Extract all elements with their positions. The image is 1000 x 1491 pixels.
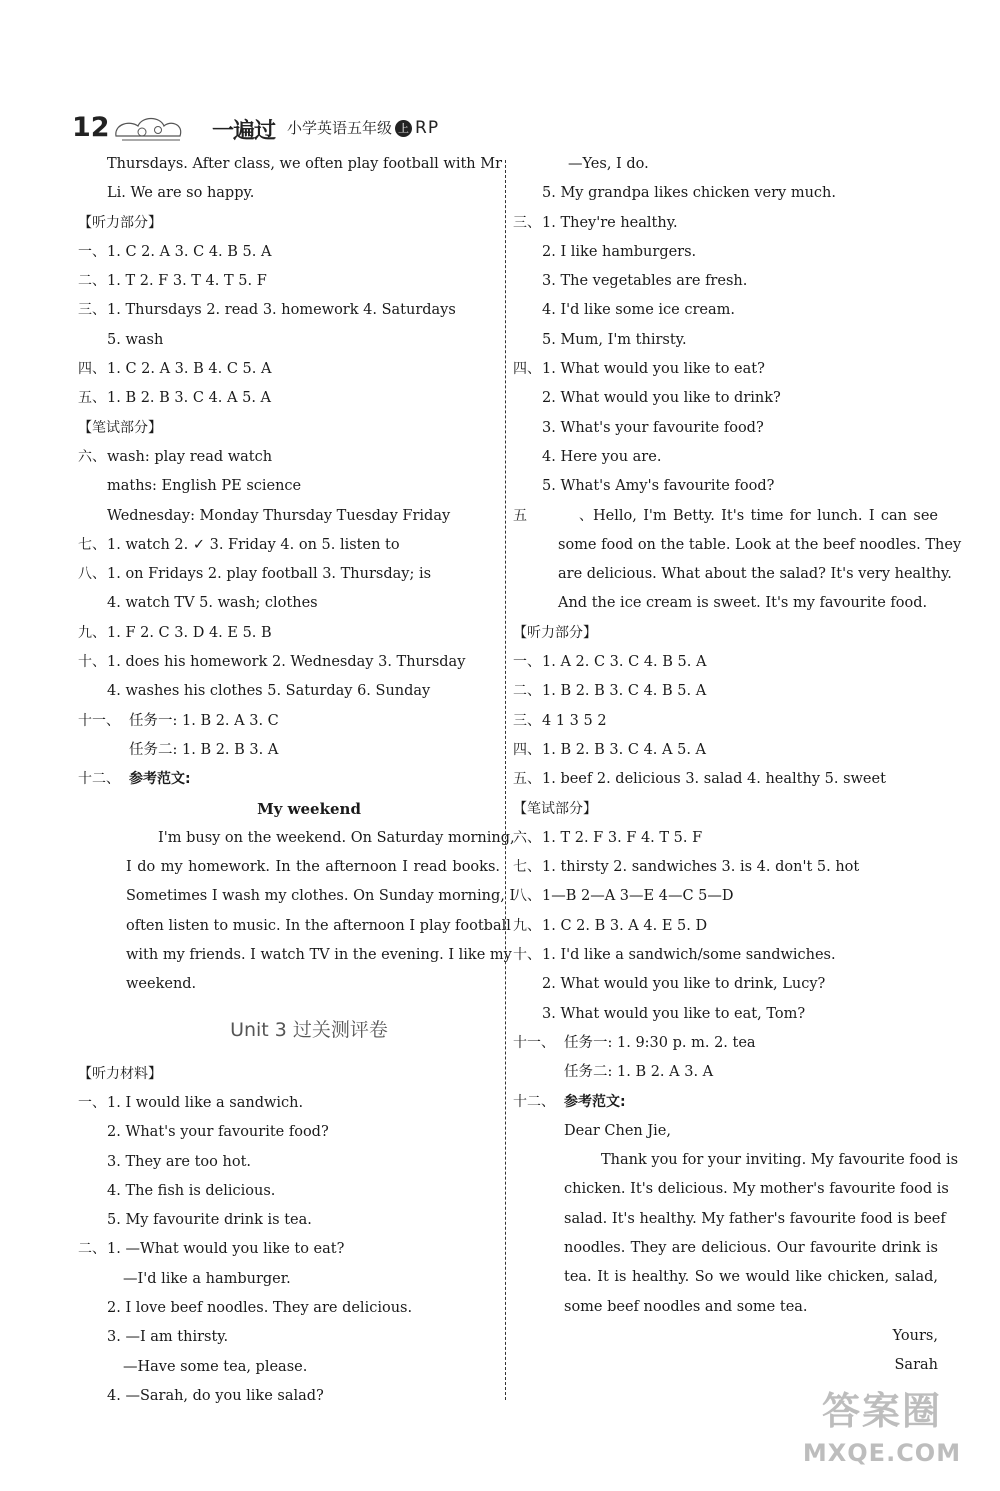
question-number: 一、 [78,243,106,260]
answer-text: 1. C 2. A 3. B 4. C 5. A [107,361,272,378]
question-number: 三、 [78,302,106,319]
material-text: 5. What's Amy's favourite food? [542,478,775,495]
material-text: 1. —What would you like to eat? [107,1241,345,1258]
material-text: 4. I'd like some ice cream. [542,302,735,319]
answer-text: 任务一: 1. 9:30 p. m. 2. tea [564,1034,756,1051]
section-heading: 【笔试部分】 [78,419,162,436]
question-number: 十二、 [513,1093,555,1110]
answer-line [78,384,500,413]
question-number: 八、 [513,888,541,905]
material-text: 3. What's your favourite food? [542,419,764,436]
material-text: Hello, I'm Betty. It's time for lunch. I can see [593,507,938,524]
answer-text: 1. T 2. F 3. F 4. T 5. F [542,829,703,846]
question-number: 三、 [513,712,541,729]
answer-line [513,765,938,794]
material-text: 1. They're healthy. [542,214,678,231]
answer-text: maths: English PE science [107,478,302,495]
question-number: 十一、 [78,712,120,729]
answer-text: 任务二: 1. B 2. A 3. A [564,1064,714,1081]
answer-text: 任务一: 1. B 2. A 3. C [129,712,279,729]
letter-closing: Yours, [892,1327,938,1344]
letter-line: salad. It's healthy. My father's favourite food is beef [564,1210,946,1227]
grade-badge: 上 [395,120,412,137]
answer-line [513,707,938,736]
answer-text: 1—B 2—A 3—E 4—C 5—D [542,888,734,905]
answer-text: 1. watch 2. ✓ 3. Friday 4. on 5. listen to [107,536,400,553]
answer-line [513,1088,938,1117]
essay-line: with my friends. I watch TV in the evening. I like my [126,947,512,964]
question-number: 五、 [513,771,541,788]
answer-line [78,619,500,648]
column-divider [505,160,506,1400]
question-number: 六、 [78,448,106,465]
answer-text: wash: play read watch [107,448,273,465]
question-number: 七、 [513,859,541,876]
answer-text: 1. on Fridays 2. play football 3. Thursday; is [107,566,432,583]
material-text: 5. My favourite drink is tea. [107,1212,312,1229]
section-heading: 【听力部分】 [513,624,597,641]
question-number: 十一、 [513,1034,555,1051]
essay-line: I do my homework. In the afternoon I read books. [126,859,500,876]
material-text: 3. The vegetables are fresh. [542,273,748,290]
answer-line [78,296,500,325]
letter-line: noodles. They are delicious. Our favourite drink is [564,1239,938,1256]
answer-line [78,531,500,560]
right-column [513,150,962,1380]
question-number: 十二、 [78,771,120,788]
essay-title: My weekend [257,799,361,818]
material-text: 4. Here you are. [542,448,662,465]
material-text: 3. They are too hot. [107,1153,252,1170]
material-text: some food on the table. Look at the beef noodles. They [558,536,962,553]
question-number: 一、 [513,654,541,671]
answer-text: 1. Thursdays 2. read 3. homework 4. Saturdays [107,302,456,319]
question-number: 一、 [78,1094,106,1111]
series-name: 小学英语五年级 [287,119,393,137]
answer-line [513,1029,938,1058]
answer-line [513,941,938,970]
page-number: 12 [72,112,110,143]
material-text: 4. The fish is delicious. [107,1182,276,1199]
text-line: Thursdays. After class, we often play football with Mr [107,156,503,172]
text-line: Li. We are so happy. [107,185,255,202]
essay-line: Sometimes I wash my clothes. On Sunday morning, I [126,888,516,905]
answer-text: 1. B 2. B 3. C 4. A 5. A [542,741,707,758]
answer-line [513,677,938,706]
site-watermark [782,1385,982,1477]
answer-text: 5. wash [107,331,164,348]
letter-line: some beef noodles and some tea. [564,1298,808,1315]
question-number: 五、 [513,507,593,524]
material-text: are delicious. What about the salad? It's very healthy. [558,566,952,583]
question-number: 二、 [78,273,106,290]
answer-text: 1. F 2. C 3. D 4. E 5. B [107,624,272,641]
answer-text: 1. beef 2. delicious 3. salad 4. healthy 5. sweet [542,771,886,788]
question-number: 十、 [513,947,541,964]
essay-line: weekend. [126,976,197,993]
letter-line: Thank you for your inviting. My favourite food is [601,1152,959,1169]
material-line [78,1089,500,1118]
essay-line: often listen to music. In the afternoon I play football [126,917,511,934]
watermark-url: MXQE.COM [802,1439,962,1467]
essay-label: 参考范文: [129,771,191,788]
section-heading: 【听力部分】 [78,214,162,231]
material-text: 5. Mum, I'm thirsty. [542,331,687,348]
question-number: 二、 [78,1241,106,1258]
page-header [72,110,492,146]
material-line [513,355,938,384]
material-text: 2. I love beef noodles. They are delicious. [107,1299,413,1316]
question-number: 四、 [78,361,106,378]
material-text: 2. What would you like to drink? [542,390,781,407]
material-text: —Yes, I do. [568,156,649,172]
question-number: 二、 [513,683,541,700]
brand-title: 一遍过 [212,119,276,144]
answer-line [513,736,938,765]
essay-line: I'm busy on the weekend. On Saturday morning, [158,829,515,846]
answer-text: 4 1 3 5 2 [542,712,607,729]
answer-line [78,267,500,296]
answer-line [78,355,500,384]
answer-text: 任务二: 1. B 2. B 3. A [129,741,279,758]
material-line [78,1235,500,1264]
letter-signature: Sarah [894,1357,938,1374]
answer-line [78,560,500,589]
answer-line [513,912,938,941]
answer-line [78,443,500,472]
material-text: 4. —Sarah, do you like salad? [107,1387,324,1404]
question-number: 四、 [513,741,541,758]
answer-text: 1. C 2. A 3. C 4. B 5. A [107,243,272,260]
answer-line [513,648,938,677]
answer-line [513,882,938,911]
answer-text: 1. B 2. B 3. C 4. A 5. A [107,390,272,407]
material-line [513,502,938,531]
answer-line [78,648,500,677]
question-number: 六、 [513,829,541,846]
question-number: 十、 [78,654,106,671]
answer-text: 1. does his homework 2. Wednesday 3. Thursday [107,654,466,671]
answer-text: 3. What would you like to eat, Tom? [542,1005,806,1022]
question-number: 九、 [78,624,106,641]
series-title [287,117,439,138]
left-column [78,150,516,1411]
unit-title: Unit 3 过关测评卷 [230,1018,388,1041]
section-heading: 【听力材料】 [78,1065,162,1082]
essay-label: 参考范文: [564,1093,626,1110]
question-number: 七、 [78,536,106,553]
answer-line [78,707,500,736]
answer-text: 1. thirsty 2. sandwiches 3. is 4. don't 5. hot [542,859,860,876]
answer-line [78,765,500,794]
material-text: And the ice cream is sweet. It's my favourite food. [558,595,928,612]
answer-text: 1. I'd like a sandwich/some sandwiches. [542,947,836,964]
answer-line [78,238,500,267]
material-line [513,209,938,238]
material-text: —I'd like a hamburger. [123,1270,291,1287]
question-number: 九、 [513,917,541,934]
material-text: 1. I would like a sandwich. [107,1094,304,1111]
answer-text: 1. T 2. F 3. T 4. T 5. F [107,273,267,290]
question-number: 四、 [513,361,541,378]
watermark-logo: 答案圈 [821,1389,942,1433]
question-number: 八、 [78,566,106,583]
answer-text: 1. A 2. C 3. C 4. B 5. A [542,654,707,671]
answer-text: 2. What would you like to drink, Lucy? [542,976,826,993]
letter-line: chicken. It's delicious. My mother's favourite food is [564,1181,949,1198]
answer-text: 1. C 2. B 3. A 4. E 5. D [542,917,708,934]
letter-line: tea. It is healthy. So we would like chicken, salad, [564,1269,938,1286]
answer-line [513,853,938,882]
material-text: 2. I like hamburgers. [542,243,697,260]
material-text: 3. —I am thirsty. [107,1329,229,1346]
answer-text: Wednesday: Monday Thursday Tuesday Friday [107,507,451,524]
answer-text: 1. B 2. B 3. C 4. B 5. A [542,683,707,700]
letter-greeting: Dear Chen Jie, [564,1122,671,1139]
answer-text: 4. washes his clothes 5. Saturday 6. Sunday [107,683,431,700]
material-text: —Have some tea, please. [123,1358,308,1375]
material-text: 5. My grandpa likes chicken very much. [542,185,836,202]
question-number: 三、 [513,214,541,231]
question-number: 五、 [78,390,106,407]
material-text: 2. What's your favourite food? [107,1124,329,1141]
material-text: 1. What would you like to eat? [542,361,765,378]
answer-text: 4. watch TV 5. wash; clothes [107,595,318,612]
answer-line [513,824,938,853]
section-heading: 【笔试部分】 [513,800,597,817]
edition-label: RP [415,118,440,138]
